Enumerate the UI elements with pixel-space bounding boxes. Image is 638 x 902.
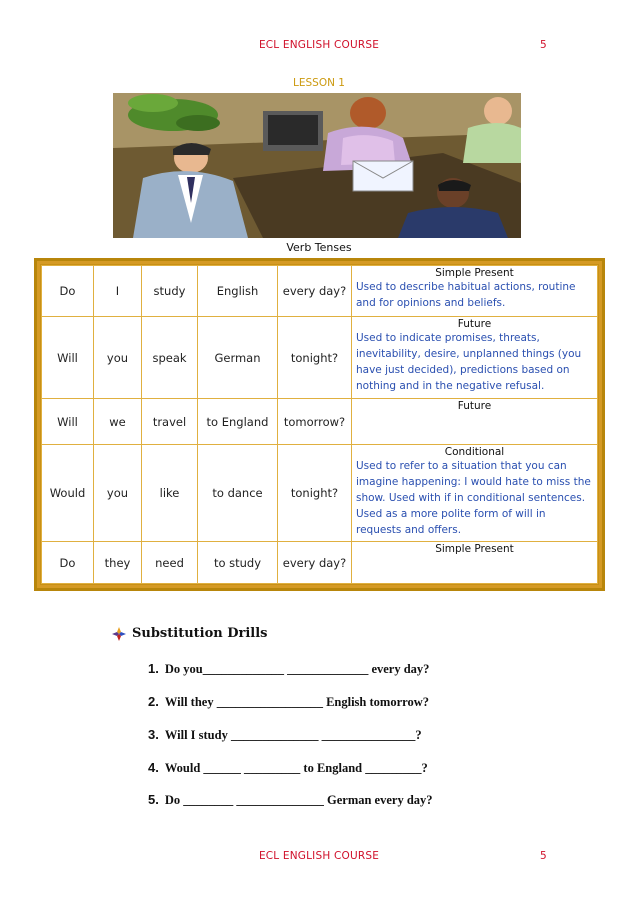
business-meeting-illustration (113, 93, 521, 238)
lesson-title: LESSON 1 (293, 77, 345, 89)
tense-name: Future (457, 400, 492, 412)
cell-verb: study (142, 266, 198, 317)
drill-text: Do ________ ______________ German every day? (164, 793, 433, 807)
footer-page-number: 5 (540, 850, 547, 862)
cell-verb: like (142, 445, 198, 542)
cell-tense-description (352, 542, 598, 584)
cell-subject: I (94, 266, 142, 317)
verb-tenses-table-frame (34, 258, 605, 591)
cell-subject: you (94, 317, 142, 399)
cell-time: every day? (278, 542, 352, 584)
cell-time: tomorrow? (278, 399, 352, 445)
cell-tense-description (352, 445, 598, 542)
cell-subject: you (94, 445, 142, 542)
cell-subject: we (94, 399, 142, 445)
drill-item (148, 661, 429, 677)
cell-complement: to study (198, 542, 278, 584)
drill-item (148, 727, 422, 743)
tense-usage: Used to describe habitual actions, routine and for opinions and beliefs. (356, 281, 576, 309)
drill-text: Will I study ______________ _______________? (164, 728, 422, 742)
header-page-number: 5 (540, 39, 547, 51)
cell-verb: travel (142, 399, 198, 445)
drill-text: Will they _________________ English tomorrow? (164, 695, 429, 709)
cell-time: every day? (278, 266, 352, 317)
cell-auxiliary: Would (42, 445, 94, 542)
drill-number: 3. (148, 727, 159, 742)
cell-verb: need (142, 542, 198, 584)
table-row (42, 266, 598, 317)
drill-number: 4. (148, 760, 159, 775)
diamond-bullet-icon (112, 627, 126, 641)
tense-name: Simple Present (435, 543, 514, 555)
table-row (42, 317, 598, 399)
drill-item (148, 760, 428, 776)
table-row (42, 399, 598, 445)
cell-auxiliary: Do (42, 266, 94, 317)
tense-name: Conditional (444, 446, 505, 458)
drill-item (148, 694, 429, 710)
tense-name: Future (457, 318, 492, 330)
drill-number: 1. (148, 661, 159, 676)
tense-usage: Used to indicate promises, threats, inevitability, desire, unplanned things (you have just decided), predictions based on nothing and in the negative refusal. (356, 332, 582, 392)
cell-tense-description (352, 266, 598, 317)
cell-complement: to England (198, 399, 278, 445)
cell-tense-description (352, 317, 598, 399)
cell-time: tonight? (278, 317, 352, 399)
tense-name: Simple Present (435, 267, 514, 279)
cell-complement: to dance (198, 445, 278, 542)
tense-usage: Used to refer to a situation that you can imagine happening: I would hate to miss the show. Used with if in conditional sentences. Used as a more polite form of will in requests and offers. (356, 460, 591, 536)
cell-tense-description (352, 399, 598, 445)
verb-tenses-table (41, 265, 598, 584)
drill-number: 2. (148, 694, 159, 709)
drill-number: 5. (148, 792, 159, 807)
table-caption: Verb Tenses (286, 241, 352, 254)
cell-complement: German (198, 317, 278, 399)
cell-auxiliary: Will (42, 317, 94, 399)
drill-item (148, 792, 433, 808)
drill-text: Do you_____________ _____________ every day? (164, 662, 430, 676)
cell-time: tonight? (278, 445, 352, 542)
header-title: ECL ENGLISH COURSE (258, 39, 380, 51)
cell-complement: English (198, 266, 278, 317)
drills-heading (112, 626, 268, 641)
table-row (42, 542, 598, 584)
cell-auxiliary: Will (42, 399, 94, 445)
footer-title: ECL ENGLISH COURSE (258, 850, 380, 862)
drills-heading-text: Substitution Drills (132, 626, 268, 641)
table-row (42, 445, 598, 542)
cell-subject: they (94, 542, 142, 584)
cell-auxiliary: Do (42, 542, 94, 584)
cell-verb: speak (142, 317, 198, 399)
drill-text: Would ______ _________ to England _________? (164, 761, 428, 775)
